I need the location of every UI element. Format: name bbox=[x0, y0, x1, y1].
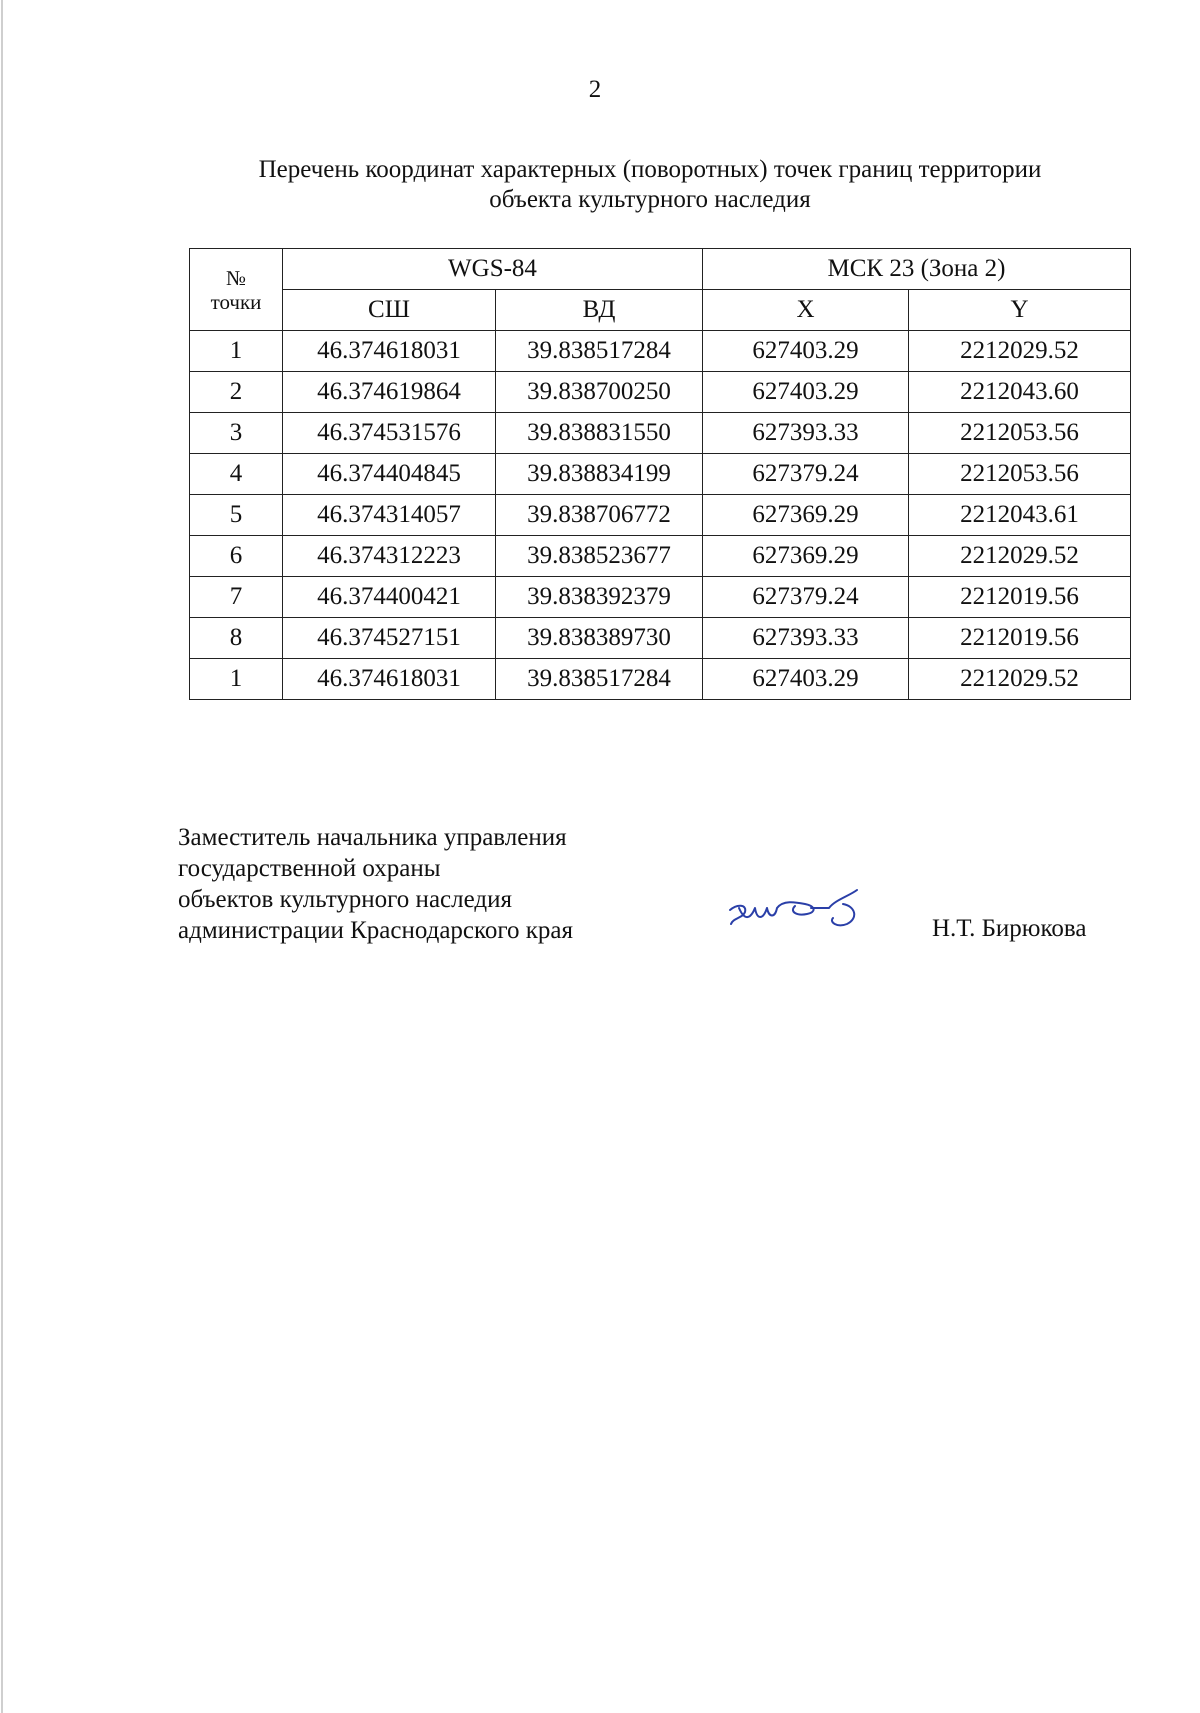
lat-cell: 46.374619864 bbox=[283, 372, 496, 413]
lon-cell: 39.838523677 bbox=[496, 536, 703, 577]
lon-cell: 39.838706772 bbox=[496, 495, 703, 536]
y-cell: 2212029.52 bbox=[909, 536, 1131, 577]
lon-cell: 39.838517284 bbox=[496, 331, 703, 372]
x-cell: 627393.33 bbox=[703, 618, 909, 659]
point-number-cell: 4 bbox=[190, 454, 283, 495]
x-cell: 627403.29 bbox=[703, 372, 909, 413]
scan-edge bbox=[1, 0, 3, 1713]
table-row bbox=[190, 536, 1131, 577]
y-cell: 2212019.56 bbox=[909, 577, 1131, 618]
position-line-3: объектов культурного наследия bbox=[178, 886, 512, 913]
document-title bbox=[150, 155, 1150, 215]
y-cell: 2212043.60 bbox=[909, 372, 1131, 413]
lon-cell: 39.838831550 bbox=[496, 413, 703, 454]
y-cell: 2212043.61 bbox=[909, 495, 1131, 536]
lon-cell: 39.838389730 bbox=[496, 618, 703, 659]
position-line-1: Заместитель начальника управления bbox=[178, 824, 567, 851]
lon-cell: 39.838834199 bbox=[496, 454, 703, 495]
x-header: X bbox=[703, 290, 909, 331]
lat-cell: 46.374314057 bbox=[283, 495, 496, 536]
position-line-4: администрации Краснодарского края bbox=[178, 917, 574, 944]
x-cell: 627379.24 bbox=[703, 577, 909, 618]
handwritten-signature bbox=[725, 878, 865, 938]
signatory-position bbox=[178, 822, 573, 946]
table-row bbox=[190, 454, 1131, 495]
y-cell: 2212019.56 bbox=[909, 618, 1131, 659]
page-number: 2 bbox=[588, 76, 602, 103]
y-cell: 2212053.56 bbox=[909, 454, 1131, 495]
point-number-cell: 5 bbox=[190, 495, 283, 536]
x-cell: 627379.24 bbox=[703, 454, 909, 495]
table-row bbox=[190, 577, 1131, 618]
x-cell: 627403.29 bbox=[703, 659, 909, 700]
lat-cell: 46.374618031 bbox=[283, 331, 496, 372]
position-line-2: государственной охраны bbox=[178, 855, 441, 882]
coordinates-body bbox=[190, 331, 1131, 700]
lat-cell: 46.374312223 bbox=[283, 536, 496, 577]
title-line-2: объекта культурного наследия bbox=[489, 186, 811, 213]
msk-header: МСК 23 (Зона 2) bbox=[703, 249, 1131, 290]
table-row bbox=[190, 331, 1131, 372]
point-number-cell: 3 bbox=[190, 413, 283, 454]
lat-cell: 46.374527151 bbox=[283, 618, 496, 659]
table-row bbox=[190, 495, 1131, 536]
lon-cell: 39.838700250 bbox=[496, 372, 703, 413]
lat-header: СШ bbox=[283, 290, 496, 331]
x-cell: 627369.29 bbox=[703, 536, 909, 577]
coordinates-table bbox=[189, 248, 1131, 700]
point-number-cell: 8 bbox=[190, 618, 283, 659]
x-cell: 627369.29 bbox=[703, 495, 909, 536]
y-cell: 2212029.52 bbox=[909, 331, 1131, 372]
title-line-1: Перечень координат характерных (поворотных) точек границ территории bbox=[258, 156, 1042, 183]
signer-name: Н.Т. Бирюкова bbox=[932, 915, 1087, 942]
table-row bbox=[190, 372, 1131, 413]
point-number-cell: 7 bbox=[190, 577, 283, 618]
number-sign: № bbox=[225, 265, 247, 290]
table-row bbox=[190, 618, 1131, 659]
y-cell: 2212053.56 bbox=[909, 413, 1131, 454]
lon-cell: 39.838392379 bbox=[496, 577, 703, 618]
lon-header: ВД bbox=[496, 290, 703, 331]
table-row bbox=[190, 659, 1131, 700]
point-number-cell: 1 bbox=[190, 331, 283, 372]
lon-cell: 39.838517284 bbox=[496, 659, 703, 700]
lat-cell: 46.374404845 bbox=[283, 454, 496, 495]
point-word: точки bbox=[210, 289, 262, 314]
x-cell: 627403.29 bbox=[703, 331, 909, 372]
lat-cell: 46.374531576 bbox=[283, 413, 496, 454]
point-number-cell: 1 bbox=[190, 659, 283, 700]
y-header: Y bbox=[909, 290, 1131, 331]
point-number-cell: 2 bbox=[190, 372, 283, 413]
wgs-header: WGS-84 bbox=[283, 249, 703, 290]
table-row bbox=[190, 413, 1131, 454]
x-cell: 627393.33 bbox=[703, 413, 909, 454]
lat-cell: 46.374400421 bbox=[283, 577, 496, 618]
point-number-cell: 6 bbox=[190, 536, 283, 577]
point-number-header bbox=[190, 249, 283, 331]
lat-cell: 46.374618031 bbox=[283, 659, 496, 700]
y-cell: 2212029.52 bbox=[909, 659, 1131, 700]
